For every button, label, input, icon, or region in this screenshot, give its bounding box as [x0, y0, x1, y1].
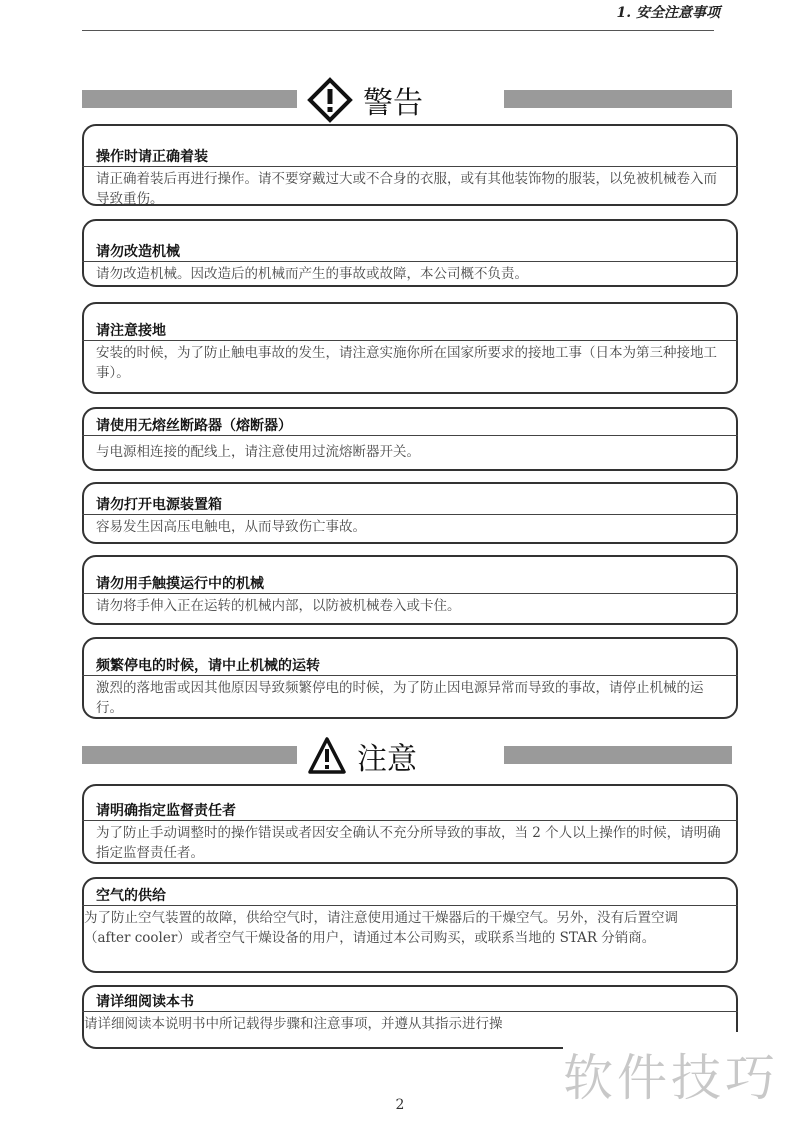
notice-title: 请勿用手触摸运行中的机械 [82, 573, 738, 594]
notice-box [82, 407, 738, 471]
notice-box [82, 877, 738, 973]
notice-title: 请使用无熔丝断路器（熔断器） [82, 415, 738, 436]
banner-bar-right [504, 746, 732, 764]
notice-box [82, 482, 738, 544]
page-number: 2 [395, 1097, 405, 1113]
banner-bar-left [82, 90, 297, 108]
notice-title: 请注意接地 [82, 320, 738, 341]
notice-body: 请勿将手伸入正在运转的机械内部，以防被机械卷入或卡住。 [96, 598, 461, 614]
caution-title: 注意 [357, 742, 417, 777]
notice-body: 为了防止空气装置的故障，供给空气时，请注意使用通过干燥器后的干燥空气。另外，没有后置空调（after cooler）或者空气干燥设备的用户，请通过本公司购买，或联系当地的 STAR 分销商。 [84, 910, 678, 946]
running-header: 1. 安全注意事项 [616, 5, 720, 21]
notice-title: 空气的供给 [82, 885, 738, 906]
notice-title: 请详细阅读本书 [82, 991, 738, 1012]
notice-box [82, 784, 738, 864]
notice-body: 容易发生因高压电触电，从而导致伤亡事故。 [96, 519, 366, 535]
notice-body: 请勿改造机械。因改造后的机械而产生的事故或故障，本公司概不负责。 [96, 266, 528, 282]
caution-banner [82, 732, 732, 780]
notice-body: 请详细阅读本说明书中所记载得步骤和注意事项，并遵从其指示进行操 [84, 1016, 503, 1032]
triangle-exclamation-icon [307, 736, 347, 776]
header-rule [82, 30, 714, 31]
notice-title: 请勿打开电源装置箱 [82, 494, 738, 515]
watermark: 软件技巧 [563, 1032, 800, 1131]
notice-body: 请正确着装后再进行操作。请不要穿戴过大或不合身的衣服，或有其他装饰物的服装，以免被机械卷入而导致重伤。 [96, 171, 717, 207]
notice-body: 安装的时候，为了防止触电事故的发生，请注意实施你所在国家所要求的接地工事（日本为第三种接地工事）。 [96, 345, 717, 381]
notice-body: 与电源相连接的配线上，请注意使用过流熔断器开关。 [96, 444, 420, 460]
notice-title: 请勿改造机械 [82, 241, 738, 262]
notice-box [82, 637, 738, 719]
notice-box [82, 555, 738, 625]
warning-title: 警告 [363, 86, 423, 121]
warning-banner [82, 76, 732, 124]
notice-body: 激烈的落地雷或因其他原因导致频繁停电的时候，为了防止因电源异常而导致的事故，请停止机械的运行。 [96, 680, 704, 716]
notice-box [82, 219, 738, 287]
notice-title: 操作时请正确着装 [82, 146, 738, 167]
diamond-exclamation-icon [307, 77, 353, 123]
notice-box [82, 302, 738, 394]
notice-title: 频繁停电的时候，请中止机械的运转 [82, 655, 738, 676]
notice-box [82, 124, 738, 206]
notice-title: 请明确指定监督责任者 [82, 800, 738, 821]
banner-bar-right [504, 90, 732, 108]
notice-body: 为了防止手动调整时的操作错误或者因安全确认不充分所导致的事故，当 2 个人以上操作的时候，请明确指定监督责任者。 [96, 825, 721, 861]
banner-bar-left [82, 746, 297, 764]
